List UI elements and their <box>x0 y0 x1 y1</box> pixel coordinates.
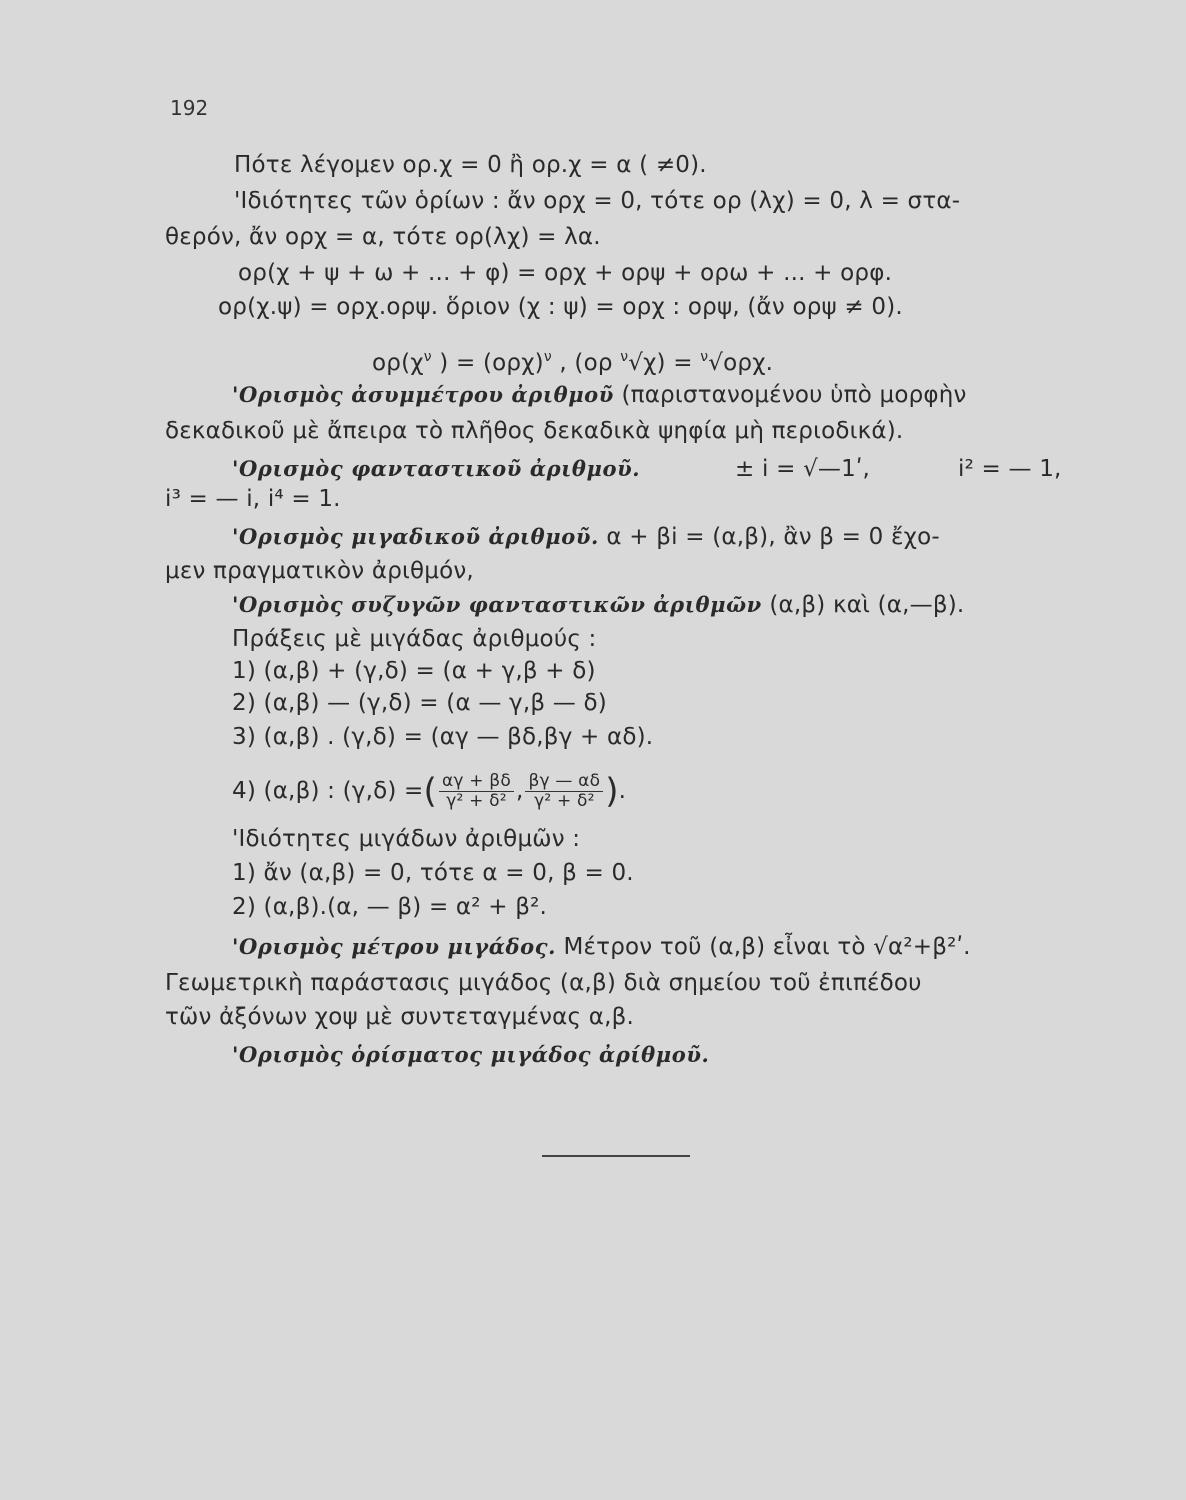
definition-text: α + βi = (α,β), ἂν β = 0 ἔχο- <box>598 524 940 550</box>
definition-text: Μέτρον τοῦ (α,β) εἶναι τὸ √α²+β²ʹ. <box>556 934 971 960</box>
definition-line <box>232 590 964 620</box>
text-line: Πότε λέγομεν ορ.χ = 0 ἢ ορ.χ = α ( ≠0). <box>234 152 707 178</box>
formula-line: 2) (α,β) — (γ,δ) = (α — γ,β — δ) <box>232 690 607 716</box>
text-line: θερόν, ἄν ορχ = α, τότε ορ(λχ) = λα. <box>165 224 601 250</box>
formula-line: i³ = — i, i⁴ = 1. <box>165 486 341 512</box>
formula-prefix: 4) (α,β) : (γ,δ) = <box>232 778 424 804</box>
definition-text: (παριστανομένου ὑπὸ μορφὴν <box>613 382 967 408</box>
text-line: τῶν ἀξόνων χοψ μὲ συντεταγμένας α,β. <box>165 1004 634 1030</box>
formula-line: $o\rho(\chi^\nu$ ) = $(o\rho\chi)^\nu$ , (ορ $^\nu$√χ) = $^\nu$√ορχ. <box>372 349 774 376</box>
formula: i² = — 1, <box>958 456 1062 482</box>
definition-line <box>232 932 971 962</box>
formula-line: 3) (α,β) . (γ,δ) = (αγ — βδ,βγ + αδ). <box>232 724 654 750</box>
definition-line <box>232 454 640 484</box>
fraction: $\frac{\alpha\gamma + \beta\delta}{\text{γ² + δ²}}$ <box>439 772 514 811</box>
page-number: 192 <box>170 96 209 120</box>
text-line: 'Ιδιότητες τῶν ὁρίων : ἄν ορχ = 0, τότε ορ (λχ) = 0, λ = στα- <box>234 188 961 214</box>
definition-heading: 'Ορισμὸς φανταστικοῦ ἀριθμοῦ. <box>232 456 641 481</box>
formula: ± i = √—1ʹ, <box>735 456 871 482</box>
fraction: $\frac{\beta\gamma — \alpha\delta}{\text{γ² + δ²}}$ <box>525 772 603 811</box>
definition-line <box>232 380 967 410</box>
formula-line: ορ(χ.ψ) = ορχ.ορψ. ὅριον (χ : ψ) = ορχ : ορψ, (ἄν ορψ ≠ 0). <box>218 294 903 320</box>
formula-line: 4) (α,β) : (γ,δ) =( $\frac{\alpha\gamma + \beta\delta}{\text{γ² + δ²}}$ , $\frac{\beta\gamma — \alpha\delta}{\text{γ² + δ²}}$ ). <box>232 771 627 812</box>
definition-line <box>232 522 940 552</box>
definition-heading: 'Ορισμὸς ἀσυμμέτρου ἀριθμοῦ <box>232 382 614 407</box>
formula-line: 1) (α,β) + (γ,δ) = (α + γ,β + δ) <box>232 658 596 684</box>
definition-heading: 'Ορισμὸς μιγαδικοῦ ἀριθμοῦ. <box>232 524 599 549</box>
text-line: Γεωμετρικὴ παράστασις μιγάδος (α,β) διὰ σημείου τοῦ ἐπιπέδου <box>165 970 922 996</box>
formula-line: 1) ἄν (α,β) = 0, τότε α = 0, β = 0. <box>232 860 634 886</box>
formula-line: ορ(χ + ψ + ω + ... + φ) = ορχ + ορψ + ορω + ... + ορφ. <box>238 260 893 286</box>
definition-line <box>232 1040 709 1070</box>
definition-text: (α,β) καὶ (α,—β). <box>761 592 965 618</box>
text-line: 'Ιδιότητες μιγάδων ἀριθμῶν : <box>232 826 581 852</box>
end-rule <box>542 1155 690 1157</box>
definition-heading: 'Ορισμὸς συζυγῶν φανταστικῶν ἀριθμῶν <box>232 592 762 617</box>
text-line: μεν πραγματικὸν ἀριθμόν, <box>165 558 474 584</box>
text-line: δεκαδικοῦ μὲ ἄπειρα τὸ πλῆθος δεκαδικὰ ψηφία μὴ περιοδικά). <box>165 418 904 444</box>
definition-heading: 'Ορισμὸς μέτρου μιγάδος. <box>232 934 556 959</box>
definition-heading: 'Ορισμὸς ὁρίσματος μιγάδος ἀρίθμοῦ. <box>232 1042 710 1067</box>
formula-line: 2) (α,β).(α, — β) = α² + β². <box>232 894 548 920</box>
text-line: Πράξεις μὲ μιγάδας ἀριθμούς : <box>232 626 597 652</box>
